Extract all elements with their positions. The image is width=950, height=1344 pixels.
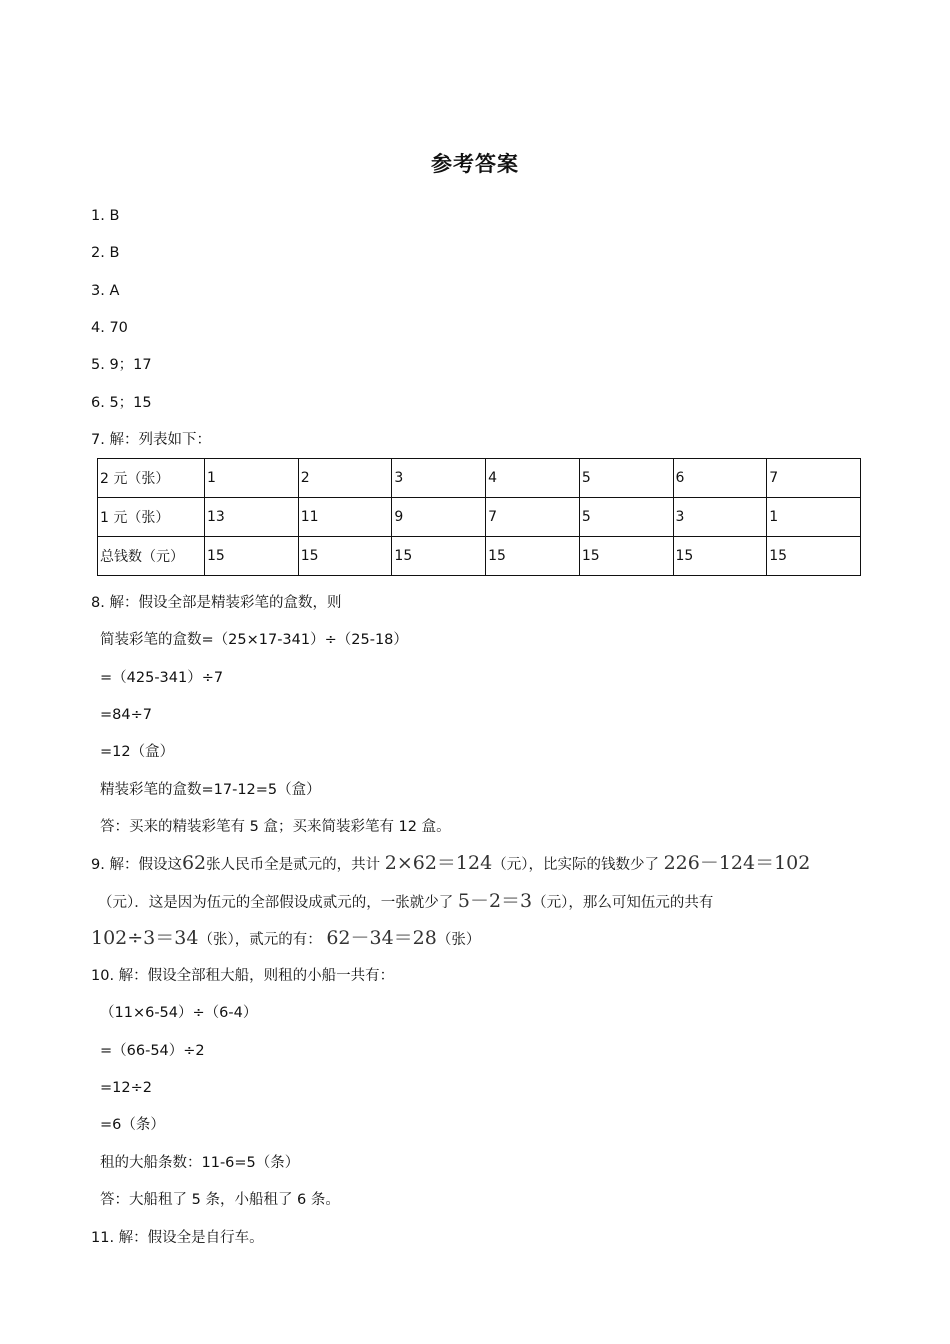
q9-text: （元）．这是因为伍元的全部假设成贰元的，一张就少了 <box>98 895 454 911</box>
q10-line-7: 答：大船租了 5 条，小船租了 6 条。 <box>100 1192 340 1208</box>
q9-text: （张），贰元的有： <box>198 932 322 948</box>
table-cell: 6 <box>673 459 767 498</box>
q9-line-3 <box>91 928 480 950</box>
table-row-label: 2 元（张） <box>98 459 205 498</box>
table-cell: 7 <box>486 498 580 537</box>
q9-text: 张人民币全是贰元的，共计 <box>206 857 381 873</box>
table-cell: 11 <box>298 498 392 537</box>
table-cell: 15 <box>205 537 299 576</box>
table-cell: 15 <box>673 537 767 576</box>
table-row-label: 总钱数（元） <box>98 537 205 576</box>
table-cell: 2 <box>298 459 392 498</box>
q8-line-7: 答：买来的精装彩笔有 5 盒；买来简装彩笔有 12 盒。 <box>100 819 451 835</box>
table-row <box>98 498 861 537</box>
table-cell: 9 <box>392 498 486 537</box>
q9-line-1 <box>91 853 810 875</box>
table-cell: 5 <box>579 459 673 498</box>
answer-5: 5. 9；17 <box>91 357 152 373</box>
q9-text: （元），比实际的钱数少了 <box>492 857 659 873</box>
q10-line-5: =6（条） <box>100 1117 165 1133</box>
q9-math: 62 <box>181 852 207 874</box>
table-row <box>98 537 861 576</box>
q9-math: 102÷3＝34 <box>91 927 199 949</box>
q8-line-1: 8. 解：假设全部是精装彩笔的盒数，则 <box>91 595 342 611</box>
answer-4: 4. 70 <box>91 320 128 336</box>
money-table <box>97 458 861 576</box>
q9-math: 226－124＝102 <box>663 852 811 874</box>
q8-line-6: 精装彩笔的盒数=17-12=5（盒） <box>100 782 321 798</box>
q9-line-2 <box>98 891 713 913</box>
q9-text: （张） <box>436 932 481 948</box>
q10-line-3: =（66-54）÷2 <box>100 1043 205 1059</box>
answer-1: 1. B <box>91 208 120 224</box>
q10-line-1: 10. 解：假设全部租大船，则租的小船一共有： <box>91 968 395 984</box>
table-cell: 3 <box>673 498 767 537</box>
table-cell: 5 <box>579 498 673 537</box>
table-row-label: 1 元（张） <box>98 498 205 537</box>
table-cell: 1 <box>205 459 299 498</box>
table-cell: 15 <box>767 537 861 576</box>
table-cell: 15 <box>579 537 673 576</box>
table-cell: 3 <box>392 459 486 498</box>
q9-math: 2×62＝124 <box>384 852 493 874</box>
q10-line-6: 租的大船条数：11-6=5（条） <box>100 1155 300 1171</box>
answer-7-intro: 7. 解：列表如下： <box>91 432 211 448</box>
q9-math: 62－34＝28 <box>326 927 437 949</box>
q10-line-4: =12÷2 <box>100 1080 152 1096</box>
table-cell: 7 <box>767 459 861 498</box>
table-cell: 15 <box>486 537 580 576</box>
q8-line-5: =12（盒） <box>100 744 175 760</box>
q10-line-2: （11×6-54）÷（6-4） <box>100 1005 258 1021</box>
table-cell: 15 <box>392 537 486 576</box>
table-cell: 1 <box>767 498 861 537</box>
q8-line-4: =84÷7 <box>100 707 152 723</box>
answer-6: 6. 5；15 <box>91 395 152 411</box>
answer-3: 3. A <box>91 283 120 299</box>
table-cell: 4 <box>486 459 580 498</box>
q8-line-2: 简装彩笔的盒数=（25×17-341）÷（25-18） <box>100 632 408 648</box>
answer-2: 2. B <box>91 245 120 261</box>
q9-text: 9. 解：假设这 <box>91 857 182 873</box>
q9-text: （元），那么可知伍元的共有 <box>532 895 714 911</box>
q8-line-3: =（425-341）÷7 <box>100 670 224 686</box>
q9-math: 5－2＝3 <box>457 890 533 912</box>
page-title: 参考答案 <box>431 152 519 176</box>
table-cell: 13 <box>205 498 299 537</box>
q11-line-1: 11. 解：假设全是自行车。 <box>91 1230 264 1246</box>
table-row <box>98 459 861 498</box>
table-cell: 15 <box>298 537 392 576</box>
